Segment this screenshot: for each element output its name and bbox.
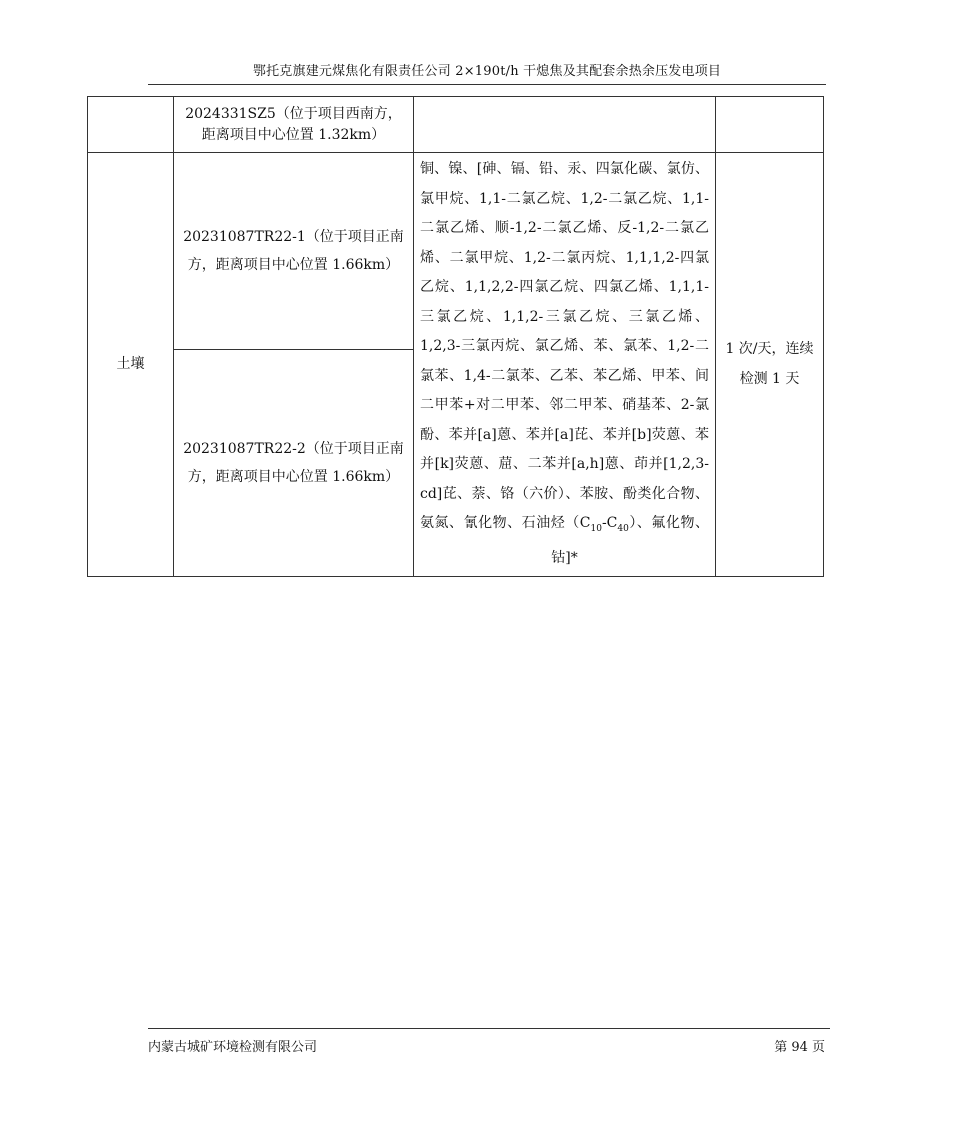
document-header-title: 鄂托克旗建元煤焦化有限责任公司 2×190t/h 干熄焦及其配套余热余压发电项目 [252,64,722,79]
factors-tail: ）、氟化物、钴]* [551,515,709,567]
monitoring-table [87,96,824,577]
monitoring-factors-text [414,153,715,576]
factors-cell-empty [414,97,716,153]
footer-divider [148,1028,830,1029]
frequency-cell [716,153,824,577]
factors-dash: -C [601,515,618,531]
subscript-40: 40 [617,523,629,534]
factors-main: 铜、镍、[砷、镉、铅、汞、四氯化碳、氯仿、氯甲烷、1,1-二氯乙烷、1,2-二氯乙烷、1,1-二氯乙烯、顺-1,2-二氯乙烯、反-1,2-二氯乙烯、二氯甲烷、1,2-二氯丙烷、1,1,1,2-四氯乙烷、1,1,2,2-四氯乙烷、四氯乙烯、1,1,1-三氯乙烷、1,1,2-三氯乙烷、三氯乙烯、1,2,3-三氯丙烷、氯乙烯、苯、氯苯、1,2-二氯苯、1,4-二氯苯、乙苯、苯乙烯、甲苯、间二甲苯+对二甲苯、邻二甲苯、硝基苯、2-氯酚、苯并[a]蒽、苯并[a]芘、苯并[b]荧蒽、苯并[k]荧蒽、䓛、二苯并[a,h]蒽、茚并[1,2,3-cd]芘、萘、铬（六价）、苯胺、酚类化合物、氨氮、氰化物、石油烃（C [420,161,709,531]
category-label: 土壤 [116,356,145,373]
category-cell [88,153,174,577]
header-divider [148,84,826,85]
point-cell [174,97,414,153]
frequency-cell-empty [716,97,824,153]
table-row-soil-1 [88,153,824,350]
footer-company: 内蒙古城矿环境检测有限公司 [148,1040,318,1055]
point-cell [174,153,414,350]
frequency-label: 1 次/天，连续检测 1 天 [725,341,814,388]
monitoring-point-label: 20231087TR22-2（位于项目正南方，距离项目中心位置 1.66km） [183,441,404,486]
table-row-prev-water [88,97,824,153]
category-cell-empty [88,97,174,153]
point-cell [174,350,414,576]
factors-cell [414,153,716,577]
monitoring-point-label: 20231087TR22-1（位于项目正南方，距离项目中心位置 1.66km） [183,229,404,274]
monitoring-point-label: 2024331SZ5（位于项目西南方，距离项目中心位置 1.32km） [185,105,402,143]
subscript-10: 10 [590,523,602,534]
page-number: 第 94 页 [774,1040,825,1055]
